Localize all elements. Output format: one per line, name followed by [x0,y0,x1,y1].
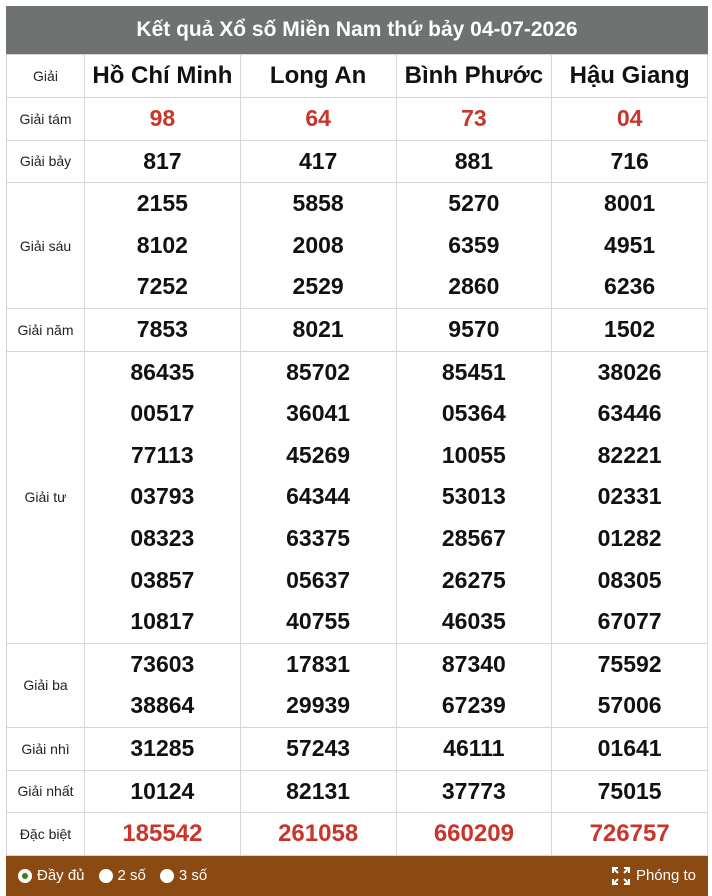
prize-number: 82221 [597,441,662,468]
prize-number: 63446 [597,400,662,427]
prize-number: 881 [454,147,494,174]
display-option[interactable] [18,867,85,884]
prize-number: 7252 [136,273,188,300]
prize-cell [85,643,241,727]
prize-number: 6236 [604,273,656,300]
prize-number: 10124 [130,777,195,804]
prize-cell [85,183,241,309]
prize-number: 46035 [441,608,506,635]
prize-number: 86435 [130,358,195,385]
prize-number: 10817 [130,608,195,635]
zoom-button[interactable] [612,867,696,885]
prize-cell [85,140,241,183]
prize-number: 2860 [448,273,500,300]
results-panel [6,6,708,896]
table-row [7,643,708,727]
prize-number: 4951 [604,231,656,258]
prize-number: 67239 [441,692,506,719]
prize-number: 185542 [122,820,203,848]
prize-number: 261058 [278,820,359,848]
prize-cell [396,308,552,351]
prize-cell [552,643,708,727]
table-row [7,98,708,141]
prize-cell [396,770,552,813]
prize-cell [240,98,396,141]
prize-number: 87340 [441,650,506,677]
province-header[interactable]: Hồ Chí Minh [85,55,241,98]
prize-number: 57006 [597,692,662,719]
prize-label: Giải năm [7,308,85,351]
province-header[interactable]: Long An [240,55,396,98]
prize-number: 1502 [604,315,656,342]
prize-number: 00517 [130,400,195,427]
prize-number: 8102 [136,231,188,258]
prize-cell [396,98,552,141]
prize-cell [85,308,241,351]
prize-number: 75015 [597,777,662,804]
prize-number: 05637 [286,566,351,593]
table-row [7,727,708,770]
prize-label: Giải ba [7,643,85,727]
prize-cell [240,770,396,813]
prize-number: 98 [149,105,176,131]
prize-cell [240,813,396,856]
prize-number: 57243 [286,734,351,761]
prize-number: 38026 [597,358,662,385]
display-option[interactable] [99,867,146,884]
page-title: Kết quả Xổ số Miền Nam thứ bảy 04-07-2026 [6,6,708,54]
prize-number: 75592 [597,650,662,677]
prize-number: 726757 [589,820,670,848]
prize-number: 73 [461,105,487,131]
prize-cell [85,727,241,770]
prize-number: 716 [610,147,649,174]
table-row [7,183,708,309]
province-header[interactable]: Bình Phước [396,55,552,98]
prize-number: 67077 [597,608,662,635]
prize-number: 5858 [292,190,344,217]
prize-cell [552,98,708,141]
expand-icon [612,867,630,885]
prize-number: 08305 [597,566,662,593]
prize-cell [396,140,552,183]
prize-cell [552,351,708,643]
prize-cell [552,140,708,183]
radio-selected-icon[interactable] [18,869,32,883]
prize-number: 63375 [286,524,351,551]
prize-cell [396,813,552,856]
prize-cell [240,183,396,309]
prize-label: Giải bảy [7,140,85,183]
table-body [7,98,708,856]
prize-cell [396,183,552,309]
prize-number: 10055 [441,441,506,468]
prize-number: 73603 [130,650,195,677]
province-header[interactable]: Hậu Giang [552,55,708,98]
prize-label: Giải nhất [7,770,85,813]
prize-number: 28567 [441,524,506,551]
prize-number: 8001 [604,190,656,217]
prize-cell [85,813,241,856]
prize-number: 45269 [286,441,351,468]
prize-label: Giải tám [7,98,85,141]
table-row [7,813,708,856]
prize-cell [552,727,708,770]
prize-number: 7853 [136,315,188,342]
prize-number: 9570 [448,315,500,342]
option-label: Đầy đủ [37,867,85,885]
prize-number: 2155 [136,190,188,217]
prize-cell [240,643,396,727]
option-label: 3 số [178,867,208,885]
prize-number: 26275 [441,566,506,593]
prize-cell [240,308,396,351]
prize-number: 85702 [286,358,351,385]
prize-cell [396,643,552,727]
prize-number: 36041 [286,400,351,427]
prize-number: 17831 [286,650,351,677]
prize-number: 5270 [448,190,500,217]
prize-cell [396,727,552,770]
prize-number: 40755 [286,608,351,635]
display-option[interactable] [160,867,207,884]
prize-number: 85451 [441,358,506,385]
prize-cell [85,351,241,643]
prize-label: Giải tư [7,351,85,643]
prize-number: 64 [305,105,331,131]
table-header-row [7,55,708,98]
prize-cell [240,727,396,770]
prize-number: 8021 [292,315,344,342]
prize-number: 77113 [131,441,194,468]
radio-icon[interactable] [99,869,113,883]
prize-label: Giải sáu [7,183,85,309]
prize-number: 29939 [286,692,351,719]
prize-number: 03793 [130,483,195,510]
prize-label: Đặc biệt [7,813,85,856]
prize-number: 08323 [130,524,195,551]
prize-number: 38864 [130,692,195,719]
prize-number: 01641 [597,734,662,761]
header-label: Giải [7,55,85,98]
prize-number: 2008 [292,231,344,258]
prize-cell [552,308,708,351]
prize-number: 6359 [448,231,500,258]
radio-icon[interactable] [160,869,174,883]
prize-number: 03857 [130,566,195,593]
prize-cell [552,813,708,856]
prize-cell [85,770,241,813]
display-options [18,867,221,884]
prize-cell [240,351,396,643]
prize-number: 64344 [286,483,351,510]
prize-number: 817 [143,147,182,174]
table-row [7,308,708,351]
prize-cell [552,770,708,813]
table-row [7,140,708,183]
zoom-label: Phóng to [635,867,696,885]
prize-number: 46111 [443,734,505,761]
prize-number: 05364 [441,400,506,427]
prize-number: 82131 [286,777,351,804]
prize-number: 2529 [292,273,344,300]
prize-number: 660209 [433,820,514,848]
option-label: 2 số [117,867,146,885]
prize-cell [240,140,396,183]
prize-number: 53013 [441,483,506,510]
prize-number: 01282 [597,524,662,551]
table-row [7,351,708,643]
prize-number: 417 [298,147,338,174]
footer-bar [6,856,708,896]
prize-number: 37773 [441,777,506,804]
prize-number: 04 [616,105,643,131]
prize-cell [85,98,241,141]
prize-cell [552,183,708,309]
prize-label: Giải nhì [7,727,85,770]
prize-cell [396,351,552,643]
prize-number: 31285 [130,734,195,761]
table-row [7,770,708,813]
results-table [6,54,708,856]
prize-number: 02331 [597,483,662,510]
